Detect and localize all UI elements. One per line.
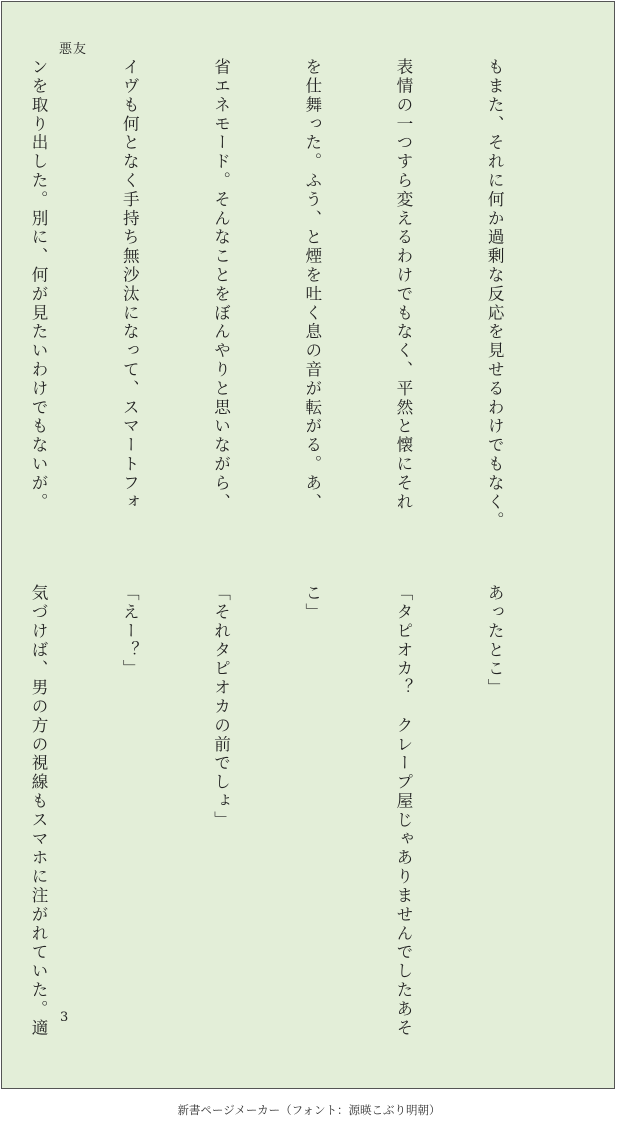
page-number: 3 (60, 1010, 69, 1025)
text-line: を仕舞った。ふう、と煙を吐く息の音が転がる。あ、 (302, 58, 322, 512)
text-line: 「タピオカ？ クレープ屋じゃありませんでしたあそ (393, 584, 413, 1038)
text-line: 「それタピオカの前でしょ」 (211, 584, 231, 830)
text-line: 省エネモード。そんなことをぼんやりと思いながら、 (211, 58, 231, 512)
text-line: イヴも何となく手持ち無沙汰になって、スマートフォ (120, 58, 140, 512)
text-line: 「えー？」 (120, 584, 140, 679)
text-line: 気づけば、男の方の視線もスマホに注がれていた。適 (29, 584, 49, 1038)
book-page (1, 1, 615, 1089)
text-line: 表情の一つすら変えるわけでもなく、平然と懐にそれ (393, 58, 413, 512)
running-header: 悪友 (59, 42, 88, 57)
footer-credit: 新書ページメーカー（フォント：源暎こぶり明朝） (177, 1103, 441, 1117)
text-block-top (0, 58, 570, 538)
text-line: ンを取り出した。別に、何が見たいわけでもないが。 (29, 58, 49, 512)
text-line: もまた、それに何か過剰な反応を見せるわけでもなく。 (485, 58, 505, 531)
text-line: こ」 (302, 584, 322, 622)
text-line: あったとこ」 (485, 584, 505, 698)
text-block-bottom (0, 584, 570, 1038)
